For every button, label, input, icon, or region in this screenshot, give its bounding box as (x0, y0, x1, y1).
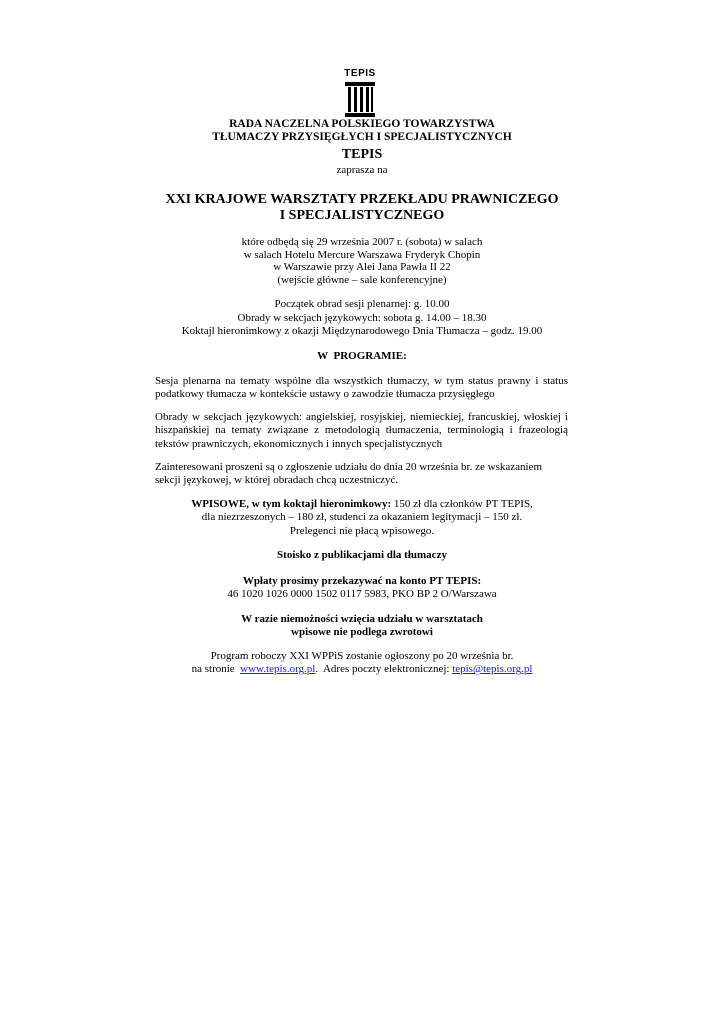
event-title: XXI KRAJOWE WARSZTATY PRZEKŁADU PRAWNICZEGO I SPECJALISTYCZNEGO (165, 192, 559, 223)
fee-members: 150 zł dla członków PT TEPIS, (391, 498, 533, 510)
payment-heading: Wpłaty prosimy przekazywać na konto PT TEPIS: (242, 575, 482, 587)
publications-stand: Stoisko z publikacjami dla tłumaczy (277, 549, 447, 561)
fee-label: WPISOWE, w tym koktajl hieronimkowy: (191, 498, 392, 510)
program-paragraph-plenary: Sesja plenarna na tematy wspólne dla wszystkich tłumaczy, w tym status prawny i status podatkowy tłumacza w kontekście ustawy o zawodzie tłumacza przysięgłego (155, 375, 568, 401)
program-paragraph-registration: Zainteresowani proszeni są o zgłoszenie udziału do dnia 20 września br. ze wskazaniem sekcji językowej, w której obradach chcą uczestniczyć. (155, 461, 542, 487)
program-heading: W PROGRAMIE: (317, 350, 407, 362)
fee-free: Prelegenci nie płacą wpisowego. (289, 524, 435, 537)
schedule: Początek obrad sesji plenarnej: g. 10.00 Obrady w sekcjach językowych: sobota g. 14.00 – 18.30 Koktajl hieronimkowy z okazji Międzynarodowego Dnia Tłumacza – godz. 19.00 (181, 298, 543, 337)
venue-info: które odbędą się 29 września 2007 r. (sobota) w salach w salach Hotelu Mercure Warszawa Fryderyk Chopin w Warszawie przy Alei Jana Pawła II 22 (wejście główne – sale konferencyjne) (241, 236, 483, 286)
organization-short: TEPIS (341, 147, 383, 162)
program-paragraph-sections: Obrady w sekcjach językowych: angielskiej, rosyjskiej, niemieckiej, francuskiej, włoskiej i hiszpańskiej na tematy związane z metodologią tłumaczenia, terminologią i frazeologią tekstów prawniczych, ekonomicznych i innych specjalistycznych (155, 411, 568, 450)
payment-info (0, 575, 724, 602)
bank-account: 46 1020 1026 0000 1502 0117 5983, PKO BP 2 O/Warszawa (227, 588, 497, 601)
fee-others: dla niezrzeszonych – 180 zł, studenci za okazaniem legitymacji – 150 zł. (201, 511, 523, 524)
footer-info: Program roboczy XXI WPPiS zostanie ogłoszony po 20 września br. na stronie www.tepis.org.pl. Adres poczty elektronicznej: tepis@tepis.org.pl (191, 650, 533, 676)
email-link[interactable]: tepis@tepis.org.pl (452, 663, 533, 676)
tepis-logo (339, 68, 381, 118)
column-icon (345, 82, 375, 118)
invites-text: zaprasza na (336, 164, 388, 176)
logo-text: TEPIS (344, 68, 376, 79)
organization-name: RADA NACZELNA POLSKIEGO TOWARZYSTWA TŁUMACZY PRZYSIĘGŁYCH I SPECJALISTYCZNYCH (212, 118, 512, 143)
website-link[interactable]: www.tepis.org.pl (240, 663, 316, 676)
refund-notice: W razie niemożności wzięcia udziału w warsztatach wpisowe nie podlega zwrotowi (241, 613, 483, 639)
fee-info (0, 498, 724, 538)
